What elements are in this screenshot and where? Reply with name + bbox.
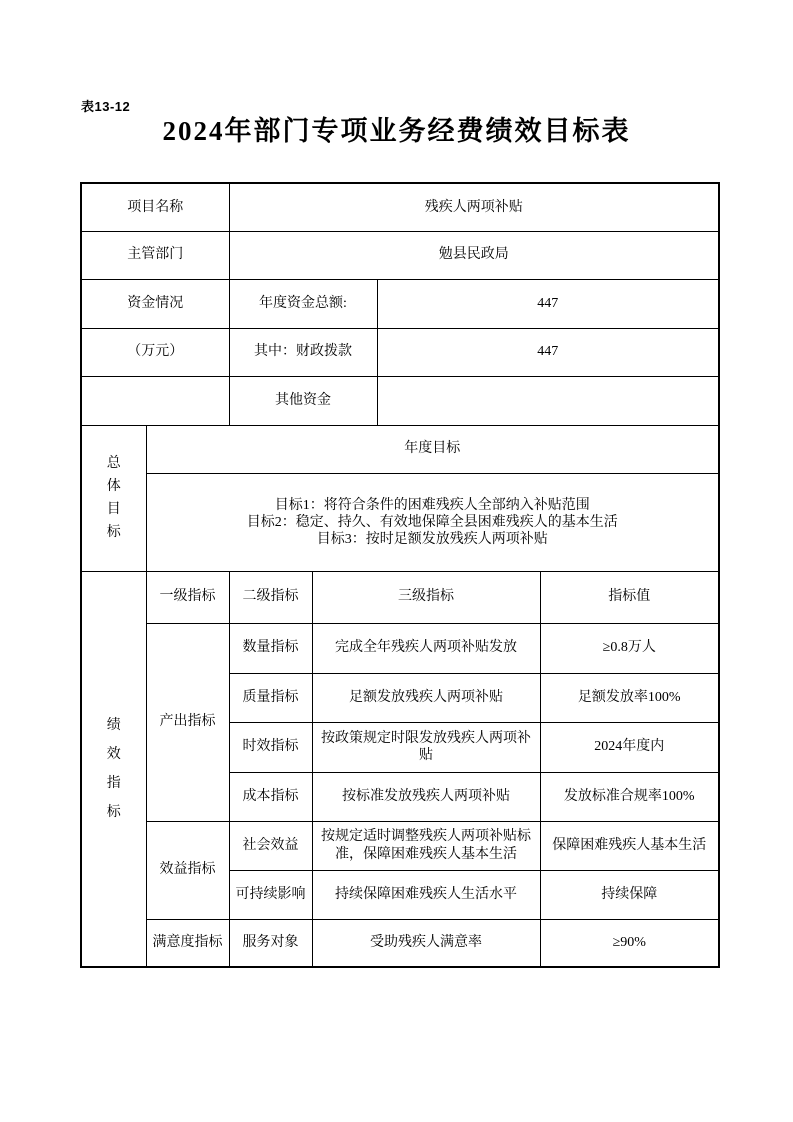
- indicator-level2-cell: 时效指标: [229, 722, 312, 772]
- indicator-level3-cell: 持续保障困难残疾人生活水平: [312, 870, 540, 919]
- indicators-side-cell: [81, 571, 146, 967]
- goal-line-1: 目标1：将符合条件的困难残疾人全部纳入补贴范围: [274, 497, 590, 513]
- table-row: [81, 623, 719, 673]
- indicator-value-cell: 保障困难残疾人基本生活: [540, 821, 719, 870]
- indicator-level3-cell: 按政策规定时限发放残疾人两项补贴: [312, 722, 540, 772]
- table-row: [81, 328, 719, 376]
- indicator-value-cell: ≥0.8万人: [540, 623, 719, 673]
- annual-goal-header-cell: 年度目标: [146, 425, 719, 473]
- table-row: [81, 183, 719, 231]
- indicator-level3-cell: 足额发放残疾人两项补贴: [312, 673, 540, 722]
- indicator-level2-cell: 数量指标: [229, 623, 312, 673]
- fiscal-label-cell: 其中：财政拨款: [229, 328, 377, 376]
- funding-label-cell-2: （万元）: [81, 328, 229, 376]
- annual-total-value-cell: 447: [377, 279, 719, 328]
- department-value-cell: 勉县民政局: [229, 231, 719, 279]
- goal-line-3: 目标3：按时足额发放残疾人两项补贴: [316, 531, 548, 547]
- indicator-value-cell: 足额发放率100%: [540, 673, 719, 722]
- indicator-level2-cell: 服务对象: [229, 919, 312, 967]
- table-row: [81, 231, 719, 279]
- funding-label-cell-1: 资金情况: [81, 279, 229, 328]
- table-row: [81, 571, 719, 623]
- indicator-value-cell: 2024年度内: [540, 722, 719, 772]
- project-name-value-cell: 残疾人两项补贴: [229, 183, 719, 231]
- performance-target-table: [80, 182, 720, 968]
- table-row: [81, 279, 719, 328]
- indicator-level2-cell: 成本指标: [229, 772, 312, 821]
- indicator-level3-cell: 按标准发放残疾人两项补贴: [312, 772, 540, 821]
- indicator-level3-cell: 按规定适时调整残疾人两项补贴标准，保障困难残疾人基本生活: [312, 821, 540, 870]
- annual-goals-cell: [146, 473, 719, 571]
- indicator-level2-cell: 可持续影响: [229, 870, 312, 919]
- funding-empty-cell: [81, 376, 229, 425]
- indicator-value-cell: ≥90%: [540, 919, 719, 967]
- indicator-value-cell: 持续保障: [540, 870, 719, 919]
- annual-total-label-cell: 年度资金总额:: [229, 279, 377, 328]
- indicator-value-cell: 发放标准合规率100%: [540, 772, 719, 821]
- overall-goal-side-cell: [81, 425, 146, 571]
- indicator-level2-cell: 社会效益: [229, 821, 312, 870]
- fiscal-value-cell: 447: [377, 328, 719, 376]
- table-row: [81, 919, 719, 967]
- department-label-cell: 主管部门: [81, 231, 229, 279]
- goal-line-2: 目标2：稳定、持久、有效地保障全县困难残疾人的基本生活: [246, 514, 618, 530]
- table-row: [81, 821, 719, 870]
- header-level3-cell: 三级指标: [312, 571, 540, 623]
- group-benefit-label-cell: 效益指标: [146, 821, 229, 919]
- indicator-level3-cell: 受助残疾人满意率: [312, 919, 540, 967]
- table-row: [81, 376, 719, 425]
- header-level2-cell: 二级指标: [229, 571, 312, 623]
- other-funds-label-cell: 其他资金: [229, 376, 377, 425]
- indicator-level2-cell: 质量指标: [229, 673, 312, 722]
- header-level1-cell: 一级指标: [146, 571, 229, 623]
- project-name-label-cell: 项目名称: [81, 183, 229, 231]
- group-satisfaction-label-cell: 满意度指标: [146, 919, 229, 967]
- header-value-cell: 指标值: [540, 571, 719, 623]
- other-funds-value-cell: [377, 376, 719, 425]
- table-row: [81, 425, 719, 473]
- table-number-label: 表13-12: [81, 99, 131, 114]
- overall-goal-side-label: 总体目标: [106, 456, 121, 540]
- group-output-label-cell: 产出指标: [146, 623, 229, 821]
- table-row: [81, 473, 719, 571]
- page-title: 2024年部门专项业务经费绩效目标表: [162, 116, 631, 146]
- indicator-level3-cell: 完成全年残疾人两项补贴发放: [312, 623, 540, 673]
- indicators-side-label: 绩效指标: [106, 717, 121, 820]
